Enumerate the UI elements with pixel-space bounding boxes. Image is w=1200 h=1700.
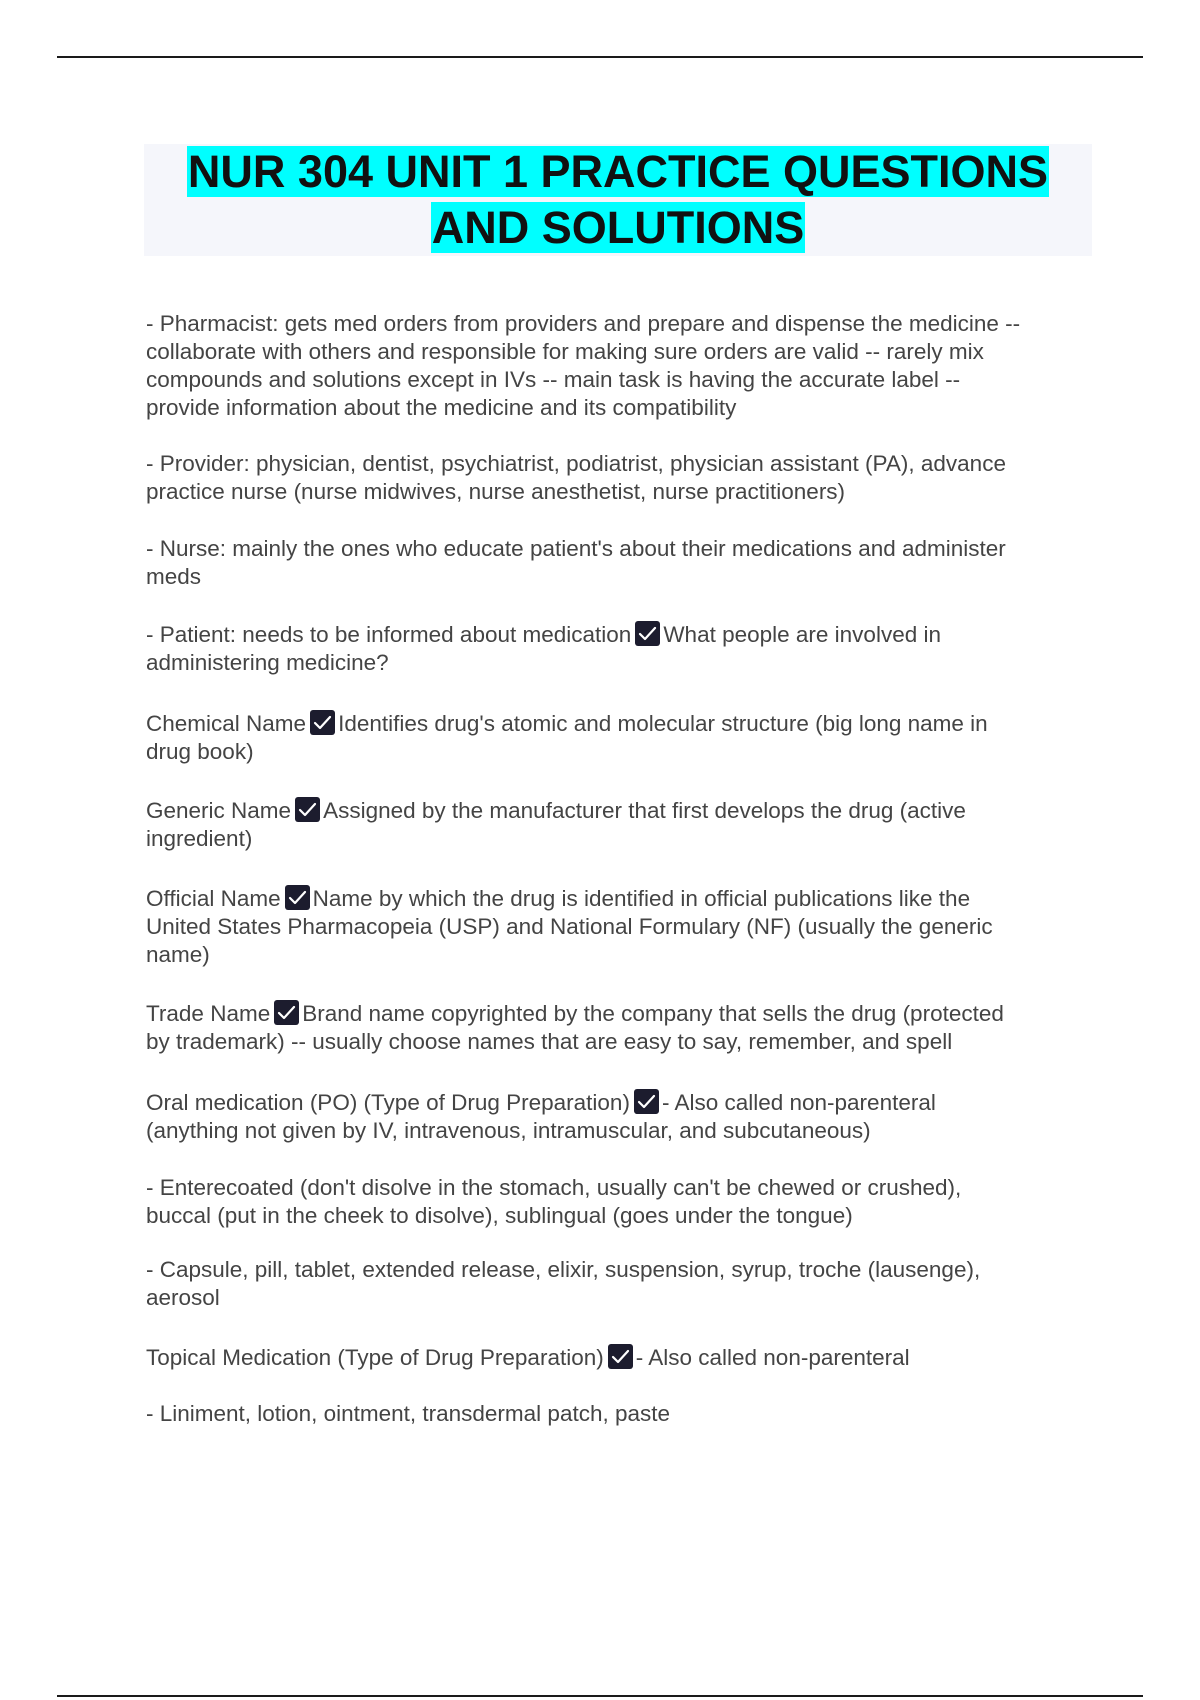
qa-item-topical-medication (146, 1344, 910, 1372)
paragraph-capsule: - Capsule, pill, tablet, extended release, elixir, suspension, syrup, troche (lausenge), aerosol (146, 1257, 981, 1310)
page-title-line-2 (144, 200, 1092, 256)
question-term: Chemical Name (146, 711, 307, 736)
page-title-line-1 (144, 144, 1092, 200)
bottom-rule (57, 1695, 1143, 1697)
qa-item-generic-name: Generic Name Assigned by the manufacturer that first develops the drug (active ingredient) (146, 798, 966, 851)
qa-item-chemical-name: Chemical Name Identifies drug's atomic and molecular structure (big long name in drug book) (146, 711, 988, 764)
question-term: Trade Name (146, 1001, 271, 1026)
answer-text: Assigned by the manufacturer that first develops the drug (active (323, 798, 966, 823)
check-box-icon (608, 1344, 633, 1369)
top-rule (57, 56, 1143, 58)
answer-text: Identifies drug's atomic and molecular structure (big long name in (338, 711, 988, 736)
question-term: Official Name (146, 886, 281, 911)
answer-text: Name by which the drug is identified in official publications like the (312, 886, 971, 911)
page-title-text-1: NUR 304 UNIT 1 PRACTICE QUESTIONS (187, 146, 1049, 197)
qa-item-oral-medication: Oral medication (PO) (Type of Drug Preparation) - Also called non-parenteral (anything not given by IV, intravenous, intramuscular, and subcutaneous) (146, 1090, 936, 1143)
paragraph-enterecoated: - Enterecoated (don't disolve in the stomach, usually can't be chewed or crushed), buccal (put in the cheek to disolve), sublingual (goes under the tongue) (146, 1175, 962, 1228)
check-box-icon (634, 1089, 659, 1114)
check-box-icon (274, 1000, 299, 1025)
paragraph-liniment: - Liniment, lotion, ointment, transdermal patch, paste (146, 1401, 671, 1426)
qa-item-patient: - Patient: needs to be informed about medication What people are involved in administering medicine? (146, 622, 941, 675)
answer-text: Brand name copyrighted by the company that sells the drug (protected (302, 1001, 1004, 1026)
answer-text: - Also called non-parenteral (661, 1090, 936, 1115)
question-term: Topical Medication (Type of Drug Preparation) (146, 1345, 604, 1370)
qa-item-trade-name: Trade Name Brand name copyrighted by the company that sells the drug (protected by trademark) -- usually choose names that are easy to say, remember, and spell (146, 1001, 1004, 1054)
page-title-text-2: AND SOLUTIONS (431, 202, 805, 253)
check-box-icon (285, 885, 310, 910)
paragraph-provider: - Provider: physician, dentist, psychiatrist, podiatrist, physician assistant (PA), advance practice nurse (nurse midwives, nurse anesthetist, nurse practitioners) (146, 451, 1006, 504)
check-box-icon (635, 621, 660, 646)
question-term: Oral medication (PO) (Type of Drug Preparation) (146, 1090, 630, 1115)
title-box (144, 144, 1092, 256)
check-box-icon (295, 797, 320, 822)
answer-text: What people are involved in (663, 622, 941, 647)
qa-item-official-name: Official Name Name by which the drug is identified in official publications like the United States Pharmacopeia (USP) and National Formulary (NF) (usually the generic name) (146, 886, 993, 967)
question-term: - Patient: needs to be informed about medication (146, 622, 632, 647)
answer-text: - Also called non-parenteral (635, 1345, 910, 1370)
paragraph-pharmacist: - Pharmacist: gets med orders from providers and prepare and dispense the medicine -- collaborate with others and responsible for making sure orders are valid -- rarely mix compounds and solutions except in IVs -- main task is having the accurate label -- provide information about the medicine and its compatibility (146, 311, 1021, 420)
question-term: Generic Name (146, 798, 292, 823)
paragraph-nurse: - Nurse: mainly the ones who educate patient's about their medications and administer meds (146, 536, 1006, 589)
check-box-icon (310, 710, 335, 735)
